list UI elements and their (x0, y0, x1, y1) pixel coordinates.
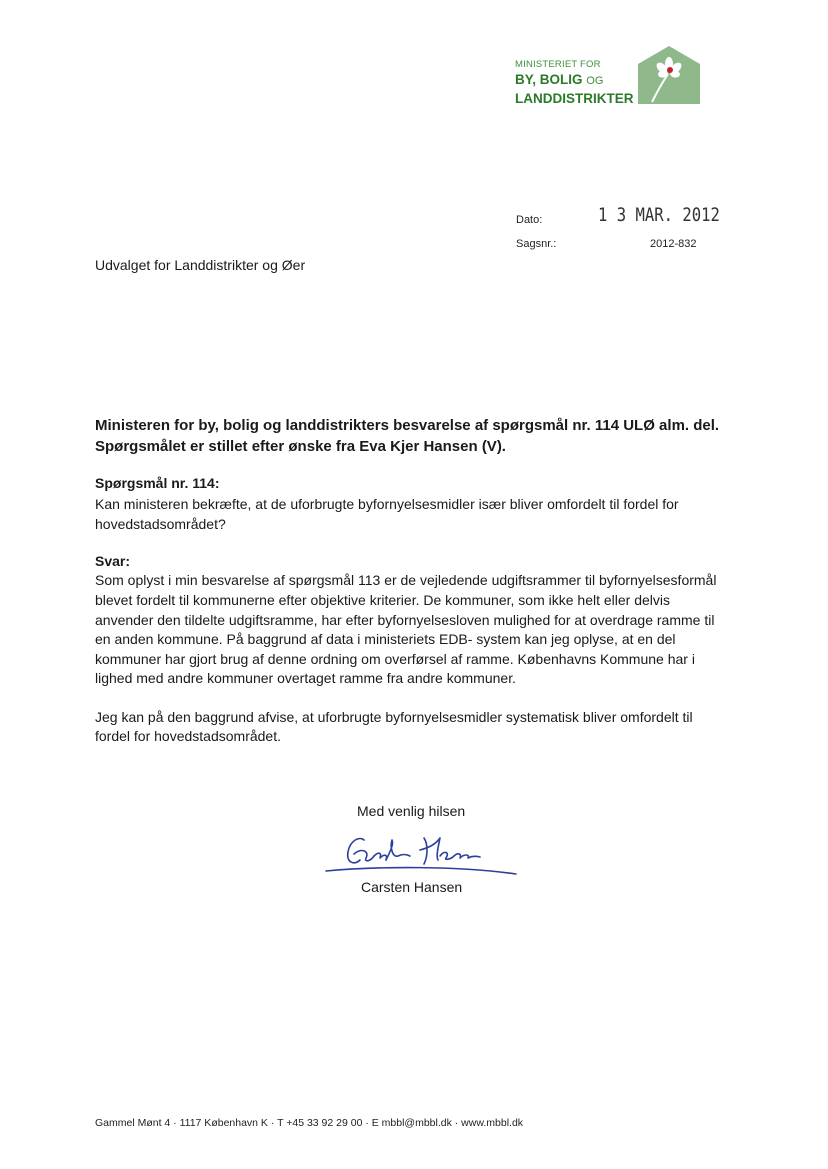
handwritten-signature (320, 826, 520, 882)
house-flower-icon (638, 46, 700, 104)
logo-line-3: LANDDISTRIKTER (515, 91, 634, 106)
recipient: Udvalget for Landdistrikter og Øer (95, 257, 306, 273)
logo-line-1: MINISTERIET FOR (515, 59, 601, 70)
answer-title: Svar: (95, 553, 131, 569)
footer-contact: Gammel Mønt 4 · 1117 København K · T +45 33 92 29 00 · E mbbl@mbbl.dk · www.mbbl.dk (95, 1117, 524, 1129)
logo-line-2a: BY, BOLIG (515, 72, 583, 87)
answer-line: Som oplyst i min besvarelse af spørgsmål 113 er de vejledende udgiftsrammer til byfornyelsesformål (95, 572, 717, 588)
ministry-logo (512, 46, 702, 106)
logo-line-2b: OG (586, 75, 604, 87)
answer-line: blevet fordelt til kommunerne efter objektive kriterier. De kommuner, som ikke helt eller delvis (95, 592, 671, 608)
answer-line: en anden kommune. På baggrund af data i ministeriets EDB- system kan jeg oplyse, at en del (95, 631, 676, 647)
closing-greeting: Med venlig hilsen (357, 803, 466, 819)
date-stamp: 1 3 MAR. 2012 (598, 204, 720, 226)
answer-line: lighed med andre kommuner overtaget ramme fra andre kommuner. (95, 670, 516, 686)
letter-heading: Ministeren for by, bolig og landdistrikters besvarelse af spørgsmål nr. 114 ULØ alm. del. Spørgsmålet er stillet efter ønske fra Eva Kjer Hansen (V). (95, 417, 720, 455)
answer-line: anvender den tildelte udgiftsramme, har efter byfornyelsesloven mulighed for at overdrage ramme til (95, 612, 715, 628)
case-number-value: 2012-832 (650, 238, 697, 250)
logo-line-2 (515, 72, 603, 87)
signer-name: Carsten Hansen (361, 879, 463, 895)
question-text: Kan ministeren bekræfte, at de uforbrugte byfornyelsesmidler især bliver omfordelt til fordel for hovedstadsområdet? (95, 496, 679, 532)
answer-line: kommuner har gjort brug af denne ordning om overførsel af ramme. Københavns Kommune har i (95, 651, 695, 667)
date-label: Dato: (516, 214, 543, 226)
answer-line: fordel for hovedstadsområdet. (95, 728, 281, 744)
question-title: Spørgsmål nr. 114: (95, 475, 220, 491)
case-number-label: Sagsnr.: (516, 238, 557, 250)
answer-line: Jeg kan på den baggrund afvise, at uforbrugte byfornyelsesmidler systematisk bliver omfordelt til (95, 709, 693, 725)
